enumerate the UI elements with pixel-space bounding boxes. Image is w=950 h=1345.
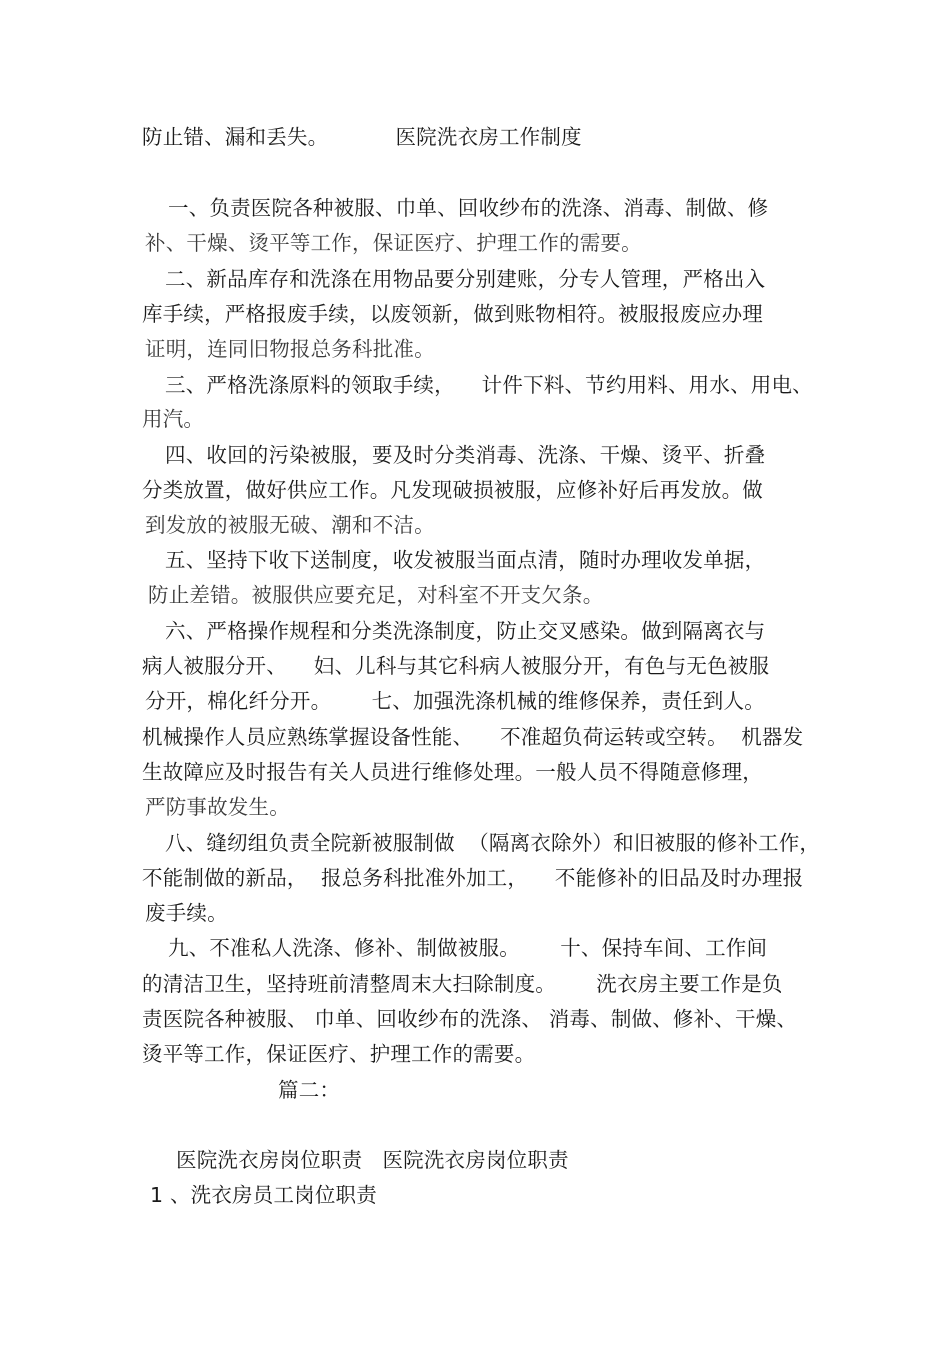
text-line-25: 责医院各种被服、 巾单、回收纱布的洗涤、 消毒、制做、修补、干燥、 (142, 1007, 798, 1031)
text-line-23: 九、不准私人洗涤、修补、制做被服。 十、保持车间、工作间 (168, 936, 768, 960)
text-line-4: 二、新品库存和洗涤在用物品要分别建账，分专人管理，严格出入 (165, 267, 766, 291)
text-line-9: 四、收回的污染被服，要及时分类消毒、洗涤、干燥、烫平、折叠 (165, 443, 766, 467)
text-line-26: 烫平等工作，保证医疗、护理工作的需要。 (142, 1042, 536, 1066)
text-line-6: 证明，连同旧物报总务科批准。 (145, 337, 435, 361)
text-line-18: 生故障应及时报告有关人员进行维修处理。一般人员不得随意修理， (142, 760, 763, 784)
text-line-12: 五、坚持下收下送制度，收发被服当面点清，随时办理收发单据， (165, 548, 766, 572)
section-heading: 篇二： (278, 1078, 341, 1102)
text-line-21: 不能制做的新品， 报总务科批准外加工， 不能修补的旧品及时办理报 (142, 866, 804, 890)
text-line-22: 废手续。 (145, 901, 228, 925)
text-line-14: 六、严格操作规程和分类洗涤制度，防止交叉感染。做到隔离衣与 (165, 619, 766, 643)
text-line-29: 1 、洗衣房员工岗位职责 (150, 1183, 377, 1207)
text-line-2: 一、负责医院各种被服、巾单、回收纱布的洗涤、消毒、制做、修 (168, 196, 769, 220)
text-line-16: 分开，棉化纤分开。 七、加强洗涤机械的维修保养，责任到人。 (145, 689, 765, 713)
text-line-8: 用汽。 (142, 407, 205, 431)
text-line-19: 严防事故发生。 (145, 795, 290, 819)
text-line-7: 三、严格洗涤原料的领取手续， 计件下料、节约用料、用水、用电、 (165, 373, 813, 397)
text-line-20: 八、缝纫组负责全院新被服制做 （隔离衣除外）和旧被服的修补工作， (165, 831, 821, 855)
text-line-24: 的清洁卫生，坚持班前清整周末大扫除制度。 洗衣房主要工作是负 (142, 972, 783, 996)
text-line-11: 到发放的被服无破、潮和不洁。 (145, 513, 435, 537)
text-line-28: 医院洗衣房岗位职责 医院洗衣房岗位职责 (176, 1148, 569, 1172)
text-line-17: 机械操作人员应熟练掌握设备性能、 不准超负荷运转或空转。 机器发 (142, 725, 804, 749)
text-line-15: 病人被服分开、 妇、儿科与其它科病人被服分开，有色与无色被服 (142, 654, 770, 678)
text-line-10: 分类放置，做好供应工作。凡发现破损被服，应修补好后再发放。做 (142, 478, 763, 502)
text-line-1: 防止错、漏和丢失。 医院洗衣房工作制度 (142, 125, 582, 149)
text-line-5: 库手续，严格报废手续，以废领新，做到账物相符。被服报废应办理 (142, 302, 763, 326)
text-line-13: 防止差错。被服供应要充足，对科室不开支欠条。 (148, 583, 604, 607)
text-line-3: 补、干燥、烫平等工作，保证医疗、护理工作的需要。 (145, 231, 642, 255)
